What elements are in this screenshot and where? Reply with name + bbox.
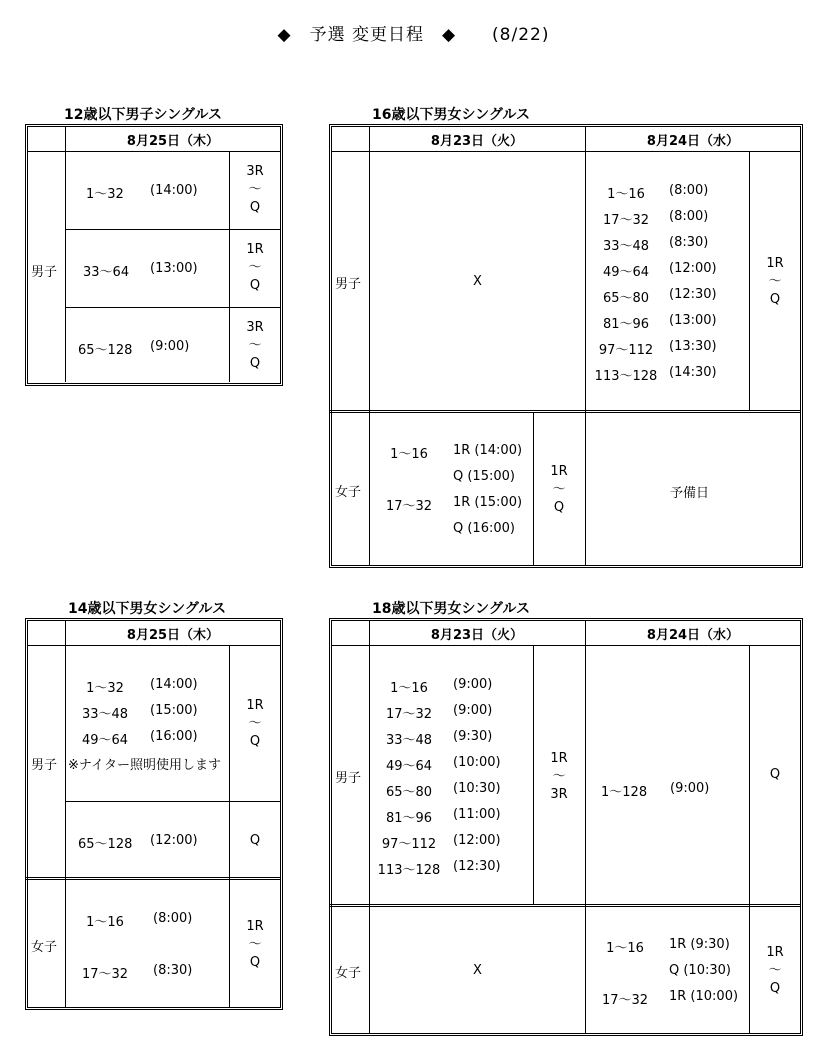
u18-boys-time: (10:30)	[453, 781, 501, 796]
u14-boys-time: (15:00)	[150, 703, 198, 718]
u14-girls-range: 17～32	[81, 967, 129, 982]
u18-girls-time: 1R (9:30)	[669, 937, 730, 952]
u18-boys-time: (12:30)	[453, 859, 501, 874]
u18-girls-time: Q (10:30)	[669, 963, 731, 978]
u16-boys-range: 97～112	[598, 343, 654, 358]
u14-date-header: 8月25日（木）	[126, 628, 220, 643]
u16-boys-time: (8:00)	[669, 209, 709, 224]
u16-girls-time: Q (16:00)	[453, 521, 515, 536]
u18-boys-range: 17～32	[385, 707, 433, 722]
u14-boys-range: 49～64	[81, 733, 129, 748]
u16-boys-range: 17～32	[602, 213, 650, 228]
u18-girls-round: 1R ～ Q	[766, 945, 784, 996]
u12-range: 65～128	[78, 343, 133, 358]
u12-time: (13:00)	[150, 261, 198, 276]
u16-boys-time: (8:30)	[669, 235, 709, 250]
u14-girls-round: 1R ～ Q	[246, 919, 264, 970]
u16-girls-time: 1R (15:00)	[453, 495, 523, 510]
u16-girls-range: 17～32	[385, 499, 433, 514]
u16-girls-time: Q (15:00)	[453, 469, 515, 484]
u18-boys-range: 65～80	[385, 785, 433, 800]
u18-boys-range: 33～48	[385, 733, 433, 748]
u16-girls-round: 1R ～ Q	[550, 464, 568, 515]
u16-boys-time: (14:30)	[669, 365, 717, 380]
u16-date2-header: 8月24日（水）	[646, 134, 740, 149]
u16-boys-label: 男子	[335, 277, 362, 292]
u14-boys-round: Q	[249, 833, 261, 848]
u18-boys-time: (12:00)	[453, 833, 501, 848]
u18-boys-range: 97～112	[381, 837, 437, 852]
u18-boys-time: (10:00)	[453, 755, 501, 770]
u16-date1-header: 8月23日（火）	[430, 134, 524, 149]
u12-range: 1～32	[86, 187, 124, 202]
u14-girls-label: 女子	[31, 940, 58, 955]
u16-boys-time: (12:30)	[669, 287, 717, 302]
u18-boys-time: (9:00)	[453, 677, 493, 692]
u18-date1-header: 8月23日（火）	[430, 628, 524, 643]
u14-boys-time: (16:00)	[150, 729, 198, 744]
u12-title: 12歳以下男子シングルス	[64, 107, 223, 123]
u12-round: 1R ～ Q	[246, 242, 264, 293]
u18-boys-round: Q	[769, 767, 781, 782]
u18-boys-time: (9:00)	[670, 781, 710, 796]
page-title: ◆ 予選 変更日程 ◆ (8/22)	[277, 25, 550, 45]
u18-date2-header: 8月24日（水）	[646, 628, 740, 643]
u16-title: 16歳以下男女シングルス	[372, 107, 531, 123]
u18-girls-range: 1～16	[606, 941, 644, 956]
u12-time: (14:00)	[150, 183, 198, 198]
u14-title: 14歳以下男女シングルス	[68, 601, 227, 617]
u18-girls-day1-none: X	[473, 963, 482, 978]
u18-boys-range: 49～64	[385, 759, 433, 774]
u16-boys-range: 49～64	[602, 265, 650, 280]
u16-boys-range: 65～80	[602, 291, 650, 306]
u16-boys-day1-none: X	[473, 274, 482, 289]
u14-boys-range: 33～48	[81, 707, 129, 722]
u12-range: 33～64	[83, 265, 130, 280]
u14-boys-range: 1～32	[86, 681, 124, 696]
u18-girls-time: 1R (10:00)	[669, 989, 739, 1004]
u18-boys-range: 113～128	[377, 863, 441, 878]
u16-boys-time: (12:00)	[669, 261, 717, 276]
u16-boys-round: 1R ～ Q	[766, 256, 784, 307]
u14-boys-label: 男子	[31, 758, 58, 773]
u18-boys-time: (9:30)	[453, 729, 493, 744]
u16-girls-reserve-day: 予備日	[670, 486, 710, 501]
u14-boys-range: 65～128	[78, 837, 133, 852]
u14-girls-time: (8:30)	[153, 963, 193, 978]
u18-boys-range: 1～128	[601, 785, 648, 800]
u16-boys-time: (13:00)	[669, 313, 717, 328]
u14-night-lighting-note: ※ナイター照明使用します	[68, 758, 221, 773]
u18-boys-time: (11:00)	[453, 807, 501, 822]
u16-boys-time: (13:30)	[669, 339, 717, 354]
u12-boys-label: 男子	[31, 265, 58, 280]
u18-boys-range: 1～16	[390, 681, 428, 696]
u18-girls-range: 17～32	[601, 993, 649, 1008]
u12-round: 3R ～ Q	[246, 164, 264, 215]
u18-girls-label: 女子	[335, 966, 362, 981]
u16-boys-range: 81～96	[602, 317, 650, 332]
u18-boys-round: 1R ～ 3R	[550, 751, 568, 802]
u18-boys-time: (9:00)	[453, 703, 493, 718]
u14-boys-time: (12:00)	[150, 833, 198, 848]
u14-girls-time: (8:00)	[153, 911, 193, 926]
u12-time: (9:00)	[150, 339, 190, 354]
u18-title: 18歳以下男女シングルス	[372, 601, 531, 617]
u18-boys-range: 81～96	[385, 811, 433, 826]
u14-boys-time: (14:00)	[150, 677, 198, 692]
u14-boys-round: 1R ～ Q	[246, 698, 264, 749]
u12-date-header: 8月25日（木）	[126, 134, 220, 149]
u16-boys-range: 33～48	[602, 239, 650, 254]
u18-boys-label: 男子	[335, 771, 362, 786]
u16-girls-range: 1～16	[390, 447, 428, 462]
u16-boys-range: 113～128	[594, 369, 658, 384]
u14-girls-range: 1～16	[86, 915, 124, 930]
u16-girls-label: 女子	[335, 485, 362, 500]
u16-boys-time: (8:00)	[669, 183, 709, 198]
u16-boys-range: 1～16	[607, 187, 645, 202]
u12-round: 3R ～ Q	[246, 320, 264, 371]
u16-girls-time: 1R (14:00)	[453, 443, 523, 458]
